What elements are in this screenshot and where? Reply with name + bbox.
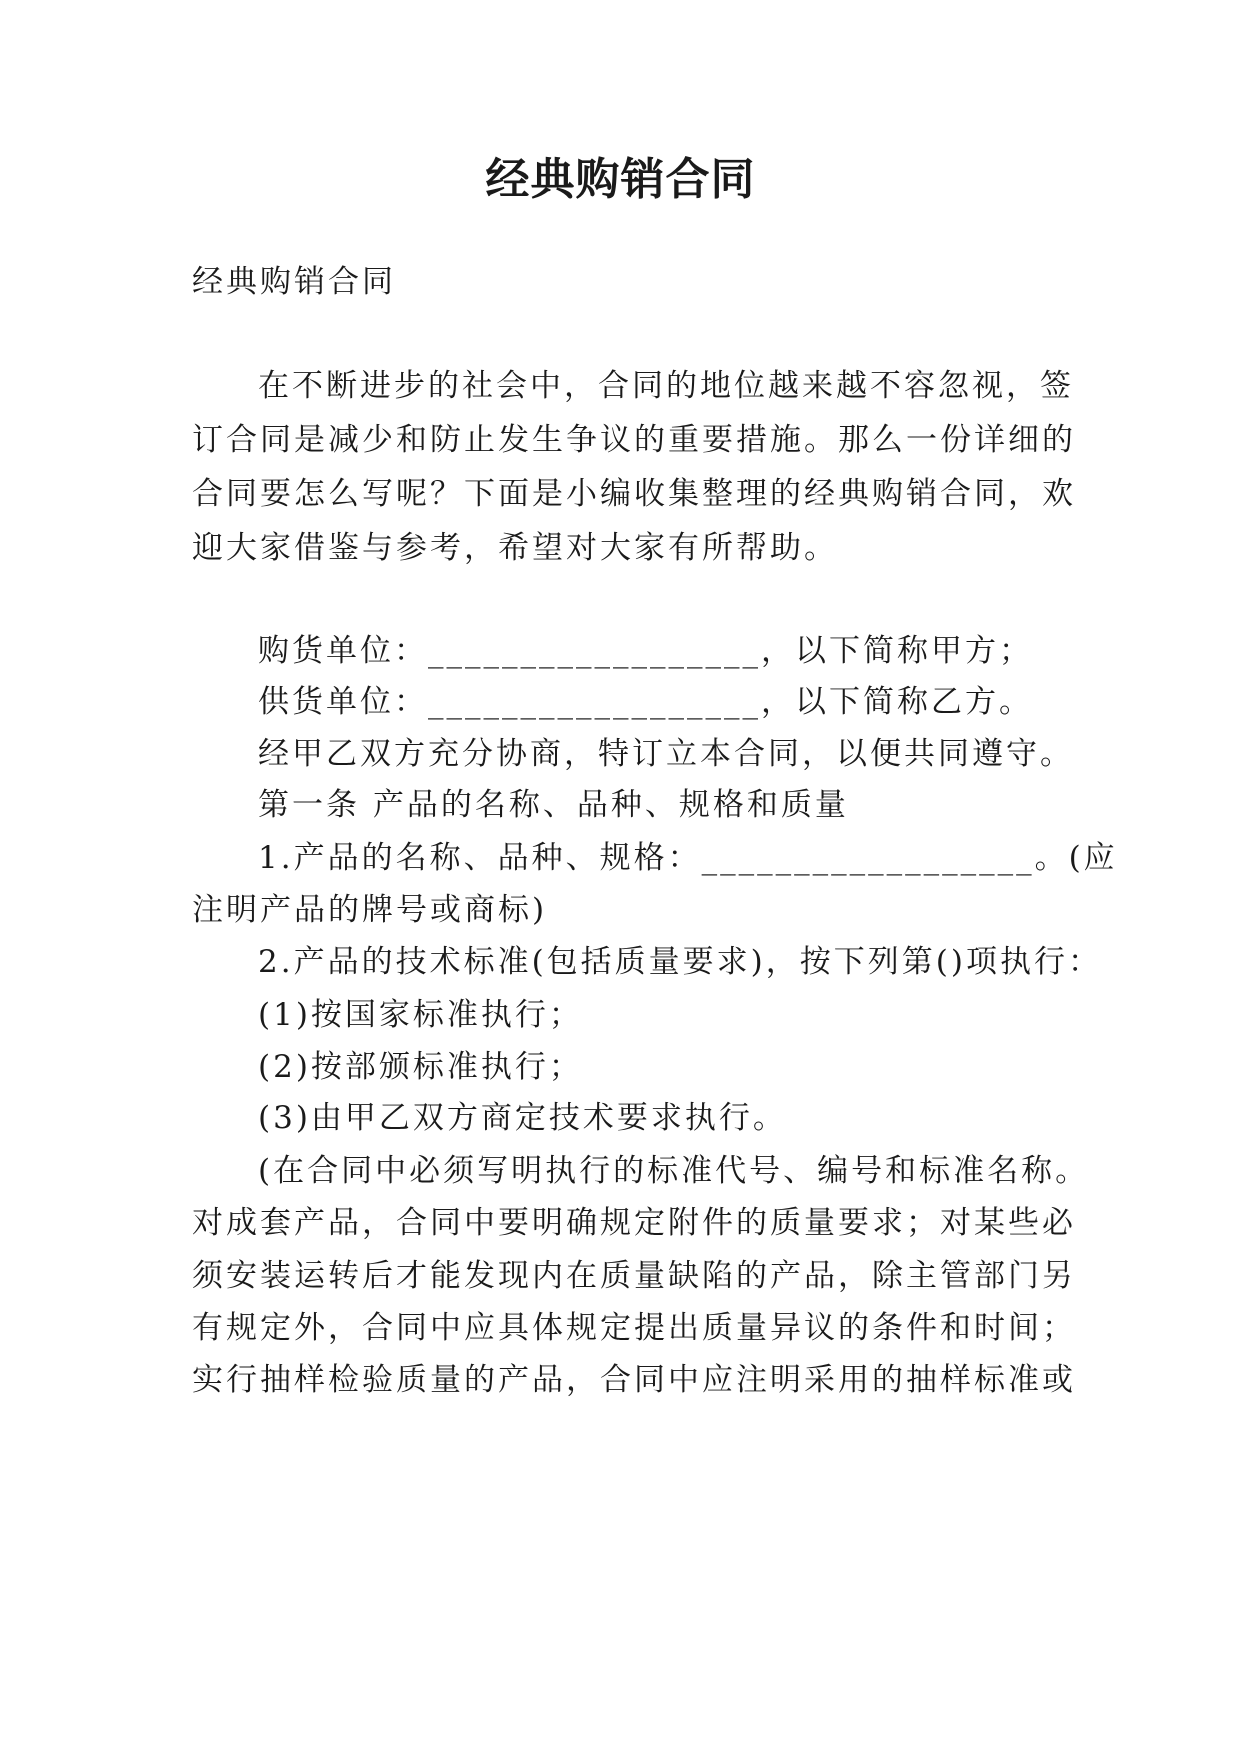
document-subtitle: 经典购销合同 [192, 264, 396, 300]
list-item: (1)按国家标准执行； [258, 997, 583, 1033]
section-heading: 第一条 产品的名称、品种、规格和质量 [258, 787, 849, 823]
paragraph-line: (在合同中必须写明执行的标准代号、编号和标准名称。 [258, 1153, 1090, 1189]
document-title: 经典购销合同 [485, 154, 756, 205]
list-item: (3)由甲乙双方商定技术要求执行。 [258, 1100, 787, 1136]
paragraph-line: 迎大家借鉴与参考，希望对大家有所帮助。 [192, 530, 838, 566]
supplier-line: 供货单位：__________________，以下简称乙方。 [258, 684, 1033, 720]
paragraph-line: 对成套产品，合同中要明确规定附件的质量要求；对某些必 [192, 1205, 1076, 1241]
list-item: (2)按部颁标准执行； [258, 1049, 583, 1085]
buyer-line: 购货单位：__________________，以下简称甲方； [258, 633, 1033, 669]
paragraph-line: 在不断进步的社会中，合同的地位越来越不容忽视，签 [258, 368, 1074, 404]
paragraph-line: 须安装运转后才能发现内在质量缺陷的产品，除主管部门另 [192, 1258, 1076, 1294]
paragraph-line: 注明产品的牌号或商标) [192, 892, 548, 928]
paragraph-line: 实行抽样检验质量的产品，合同中应注明采用的抽样标准或 [192, 1362, 1076, 1398]
paragraph-line: 经甲乙双方充分协商，特订立本合同，以便共同遵守。 [258, 736, 1074, 772]
paragraph-line: 1.产品的名称、品种、规格：__________________。(应 [258, 840, 1118, 876]
paragraph-line: 有规定外，合同中应具体规定提出质量异议的条件和时间； [192, 1310, 1076, 1346]
paragraph-line: 合同要怎么写呢？下面是小编收集整理的经典购销合同，欢 [192, 476, 1076, 512]
paragraph-line: 2.产品的技术标准(包括质量要求)，按下列第()项执行： [258, 944, 1102, 980]
paragraph-line: 订合同是减少和防止发生争议的重要措施。那么一份详细的 [192, 422, 1076, 458]
